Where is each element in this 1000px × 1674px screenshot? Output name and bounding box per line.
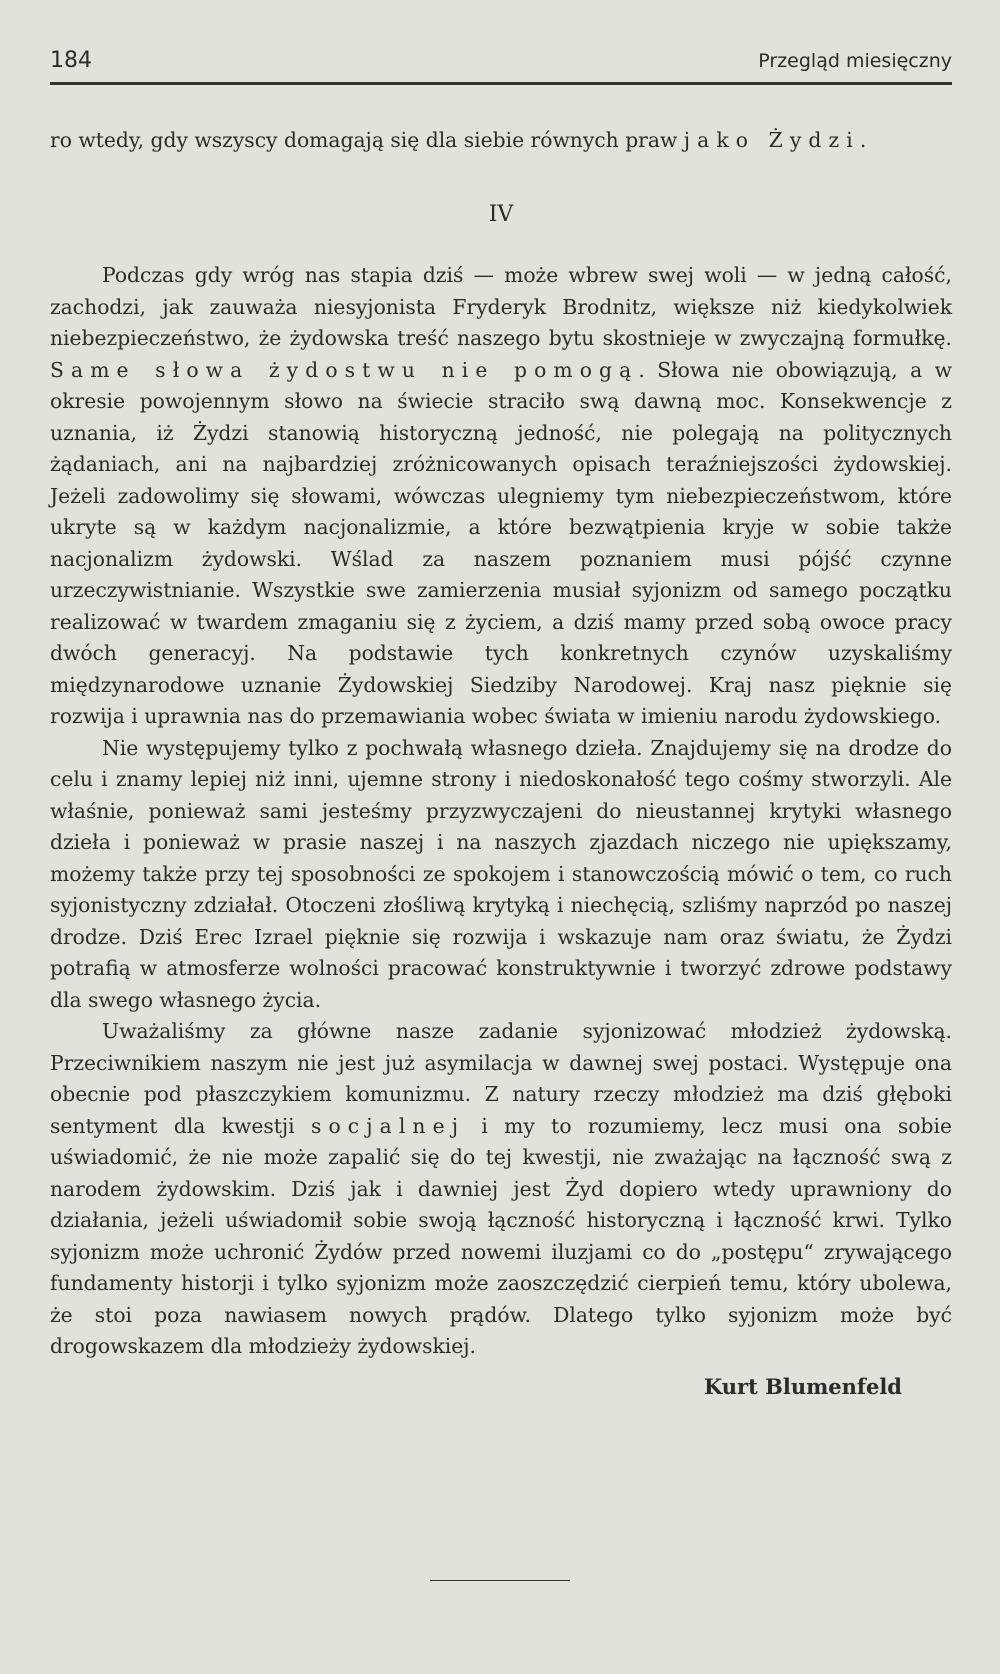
paragraph-1	[50, 260, 952, 733]
paragraph-3	[50, 1016, 952, 1363]
footer-rule	[430, 1580, 570, 1581]
intro-paragraph	[50, 125, 952, 157]
running-title: Przegląd miesięczny	[758, 50, 952, 72]
paragraph-3-part-1: Uważaliśmy za główne nasze zadanie syjonizować młodzież żydowską. Przeciwnikiem naszym nie jest już asymilacja w dawnej swej postaci. Występuje ona obecnie pod płaszczykiem komunizmu. Z natury rzeczy młodzież ma dziś głęboki sentyment dla kwestji	[50, 1019, 952, 1138]
paragraph-3-spaced: socjalnej	[310, 1113, 466, 1138]
paragraph-3-part-2: i my to rozumiemy, lecz musi ona sobie uświadomić, że nie może zapalić się do tej kwestji, nie zważając na łączność swą z narodem żydowskim. Dziś jak i dawniej jest Żyd dopiero wtedy uprawniony do działania, jeżeli uświadomił sobie swoją łączność historyczną i łączność krwi. Tylko syjonizm może uchronić Żydów przed nowemi iluzjami co do „postępu“ zrywającego fundamenty historji i tylko syjonizm może zaoszczędzić cierpień temu, który ubolewa, że stoi poza nawiasem nowych prądów. Dlatego tylko syjonizm może być drogowskazem dla młodzieży żydowskiej.	[50, 1113, 952, 1358]
intro-end: .	[859, 128, 867, 152]
intro-spaced-text: jako Żydzi	[683, 128, 860, 152]
header-rule	[50, 82, 952, 85]
paragraph-1-part-2: . Słowa nie obowiązują, a w okresie powojennym słowo na świecie straciło swą dawną moc. Konsekwencje z uznania, iż Żydzi stanowią historyczną jedność, nie polegają na politycznych żądaniach, ani na najbardziej zróżnicowanych opisach teraźniejszości żydowskiej. Jeżeli zadowolimy się słowami, wówczas ulegniemy tym niebezpieczeństwom, które ukryte są w każdym nacjonalizmie, a które bezwątpienia kryje w sobie także nacjonalizm żydowski. Wślad za naszem poznaniem musi pójść czynne urzeczywistnianie. Wszystkie swe zamierzenia musiał syjonizm od samego początku realizować w twardem zmaganiu się z życiem, a dziś mamy przed sobą owoce pracy dwóch generacyj. Na podstawie tych konkretnych czynów uzyskaliśmy międzynarodowe uznanie Żydowskiej Siedziby Narodowej. Kraj nasz pięknie się rozwija i uprawnia nas do przemawiania wobec świata w imieniu narodu żydowskiego.	[50, 357, 952, 728]
paragraph-1-spaced: Same słowa żydostwu nie pomogą	[50, 357, 639, 382]
page-header	[50, 48, 952, 74]
paragraph-1-part-1: Podczas gdy wróg nas stapia dziś — może wbrew swej woli — w jedną całość, zachodzi, jak zauważa niesyjonista Fryderyk Brodnitz, większe niż kiedykolwiek niebezpieczeństwo, że żydowska treść naszego bytu skostnieje w zwyczajną formułkę.	[50, 263, 952, 350]
page-number: 184	[50, 48, 92, 73]
intro-text: ro wtedy, gdy wszyscy domagają się dla siebie równych praw	[50, 128, 684, 152]
section-number: IV	[488, 201, 514, 227]
author-signature: Kurt Blumenfeld	[703, 1373, 902, 1399]
article-body	[50, 125, 952, 1402]
paragraph-2: Nie występujemy tylko z pochwałą własnego dzieła. Znajdujemy się na drodze do celu i znamy lepiej niż inni, ujemne strony i niedoskonałość tego cośmy stworzyli. Ale właśnie, ponieważ sami jesteśmy przyzwyczajeni do nieustannej krytyki własnego dzieła i ponieważ w prasie naszej i na naszych zjazdach niczego nie upiększamy, możemy także przy tej sposobności ze spokojem i stanowczością mówić o tem, co ruch syjonistyczny zdziałał. Otoczeni złośliwą krytyką i niechęcią, szliśmy naprzód po naszej drodze. Dziś Erec Izrael pięknie się rozwija i wskazuje nam oraz światu, że Żydzi potrafią w atmosferze wolności pracować konstruktywnie i tworzyć zdrowe podstawy dla swego własnego życia.	[50, 735, 952, 1012]
